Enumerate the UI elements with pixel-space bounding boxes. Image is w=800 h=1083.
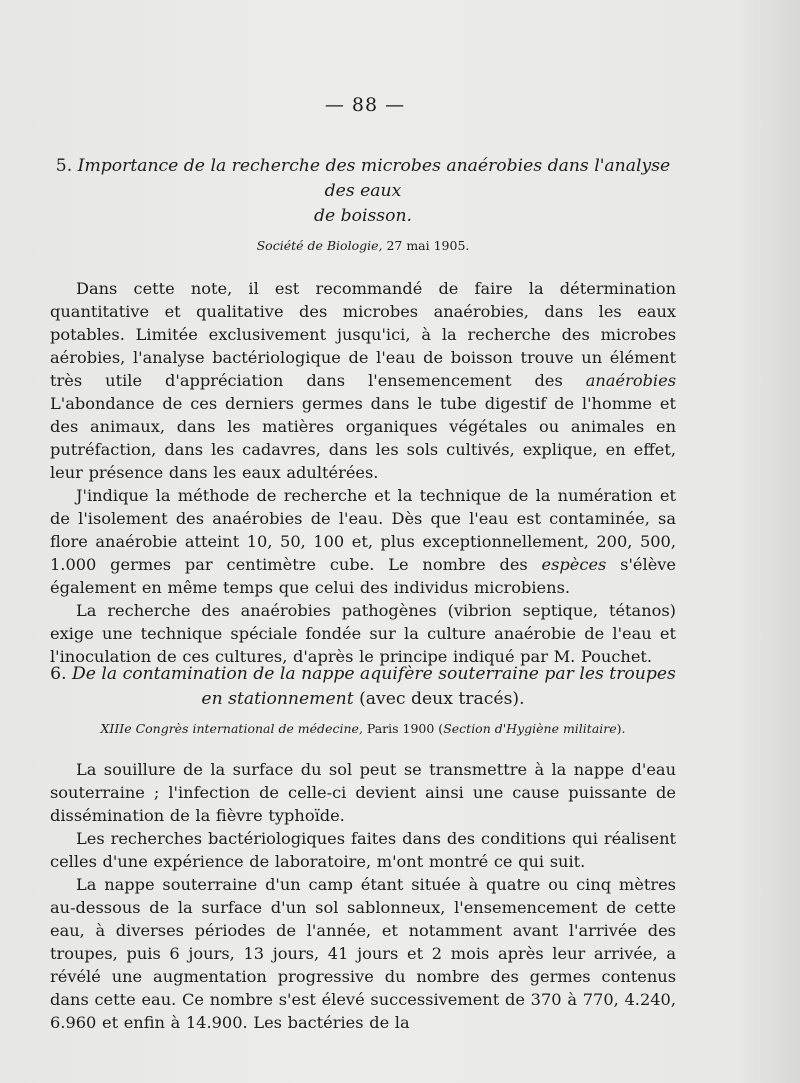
section-5-title-line2: de boisson. (313, 206, 412, 226)
section-5-title (50, 154, 676, 229)
paragraph: La souillure de la surface du sol peut se transmettre à la nappe d'eau souterraine ; l'infection de celle-ci devient ainsi une cause puissante de dissémination de la fièvre typhoïde. (50, 760, 676, 825)
paragraph: J'indique la méthode de recherche et la technique de la numération et de l'isolement des anaérobies de l'eau. Dès que l'eau est contaminée, sa flore anaérobie atteint 10, 50, 100 et, plus exceptionnellement, 200, 500, 1.000 germes par centimètre cube. Le nombre des espèces s'élève également en même temps que celui des individus microbiens. (50, 486, 676, 597)
section-5 (50, 154, 676, 668)
paragraph: La nappe souterraine d'un camp étant située à quatre ou cinq mètres au-dessous de la surface d'un sol sablonneux, l'ensemencement de cette eau, à diverses périodes de l'année, et notamment avant l'arrivée des troupes, puis 6 jours, 13 jours, 41 jours et 2 mois après leur arrivée, a révélé une augmentation progressive du nombre des germes contenus dans cette eau. Ce nombre s'est élevé successivement de 370 à 770, 4.240, 6.960 et enfin à 14.900. Les bactéries de la (50, 875, 676, 1032)
section-6-title (50, 662, 676, 712)
page-number: — 88 — (324, 94, 406, 116)
citation-venue: XIIIe Congrès international de médecine, (100, 721, 363, 736)
paragraph: La recherche des anaérobies pathogènes (vibrion septique, tétanos) exige une technique spéciale fondée sur la culture anaérobie de l'eau et l'inoculation de ces cultures, d'après le principe indiqué par M. Pouchet. (50, 601, 676, 666)
paragraph: Dans cette note, il est recommandé de faire la détermination quantitative et qualitative des microbes anaérobies, dans les eaux potables. Limitée exclusivement jusqu'ici, à la recherche des microbes aérobies, l'analyse bactériologique de l'eau de boisson trouve un élément très utile d'appréciation dans l'ensemencement des anaérobies L'abondance de ces derniers germes dans le tube digestif de l'homme et des animaux, dans les matières organiques végétales ou animales en putréfaction, dans les cadavres, dans les sols cultivés, explique, en effet, leur présence dans les eaux adultérées. (50, 279, 676, 482)
section-6-number: 6. (50, 664, 67, 684)
section-5-title-line1: Importance de la recherche des microbes anaérobies dans l'analyse des eaux (77, 156, 671, 201)
section-6-title-note: (avec deux tracés). (353, 689, 525, 709)
citation-date: 27 mai 1905. (382, 238, 470, 253)
section-5-number: 5. (55, 156, 73, 176)
section-6-citation: XIIIe Congrès international de médecine, Paris 1900 (Section d'Hygiène militaire). (100, 721, 626, 736)
section-6 (50, 662, 676, 1034)
section-5-citation (50, 238, 676, 253)
citation-section: Section d'Hygiène militaire (443, 721, 617, 736)
citation-venue: Société de Biologie, (256, 238, 383, 253)
paragraph: Les recherches bactériologiques faites dans des conditions qui réalisent celles d'une expérience de laboratoire, m'ont montré ce qui suit. (50, 829, 676, 871)
section-6-title-line1: De la contamination de la nappe aquifère souterraine par les troupes (72, 664, 676, 684)
section-6-title-line2: en stationnement (201, 689, 354, 709)
